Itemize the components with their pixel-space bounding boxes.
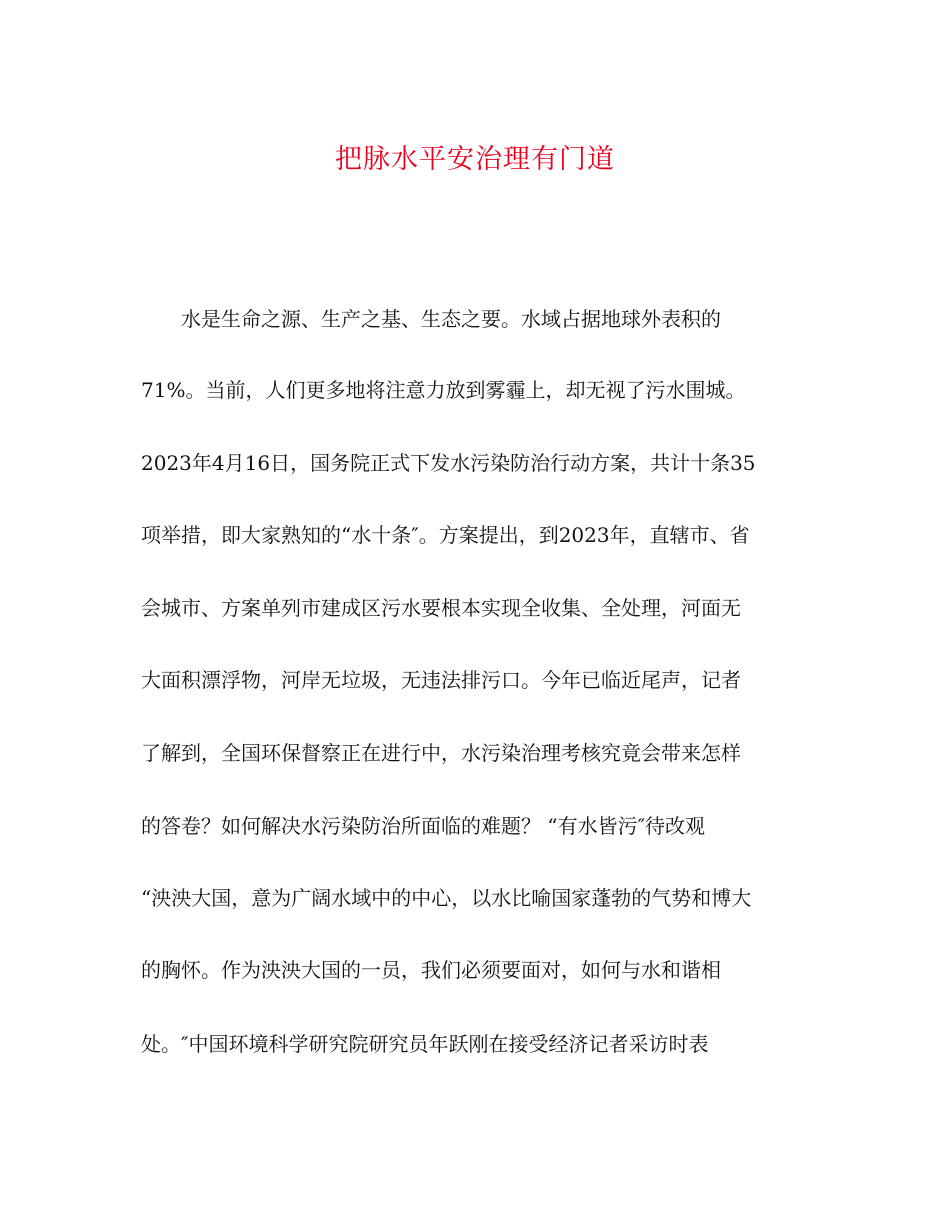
paragraph-line: 处。″中国环境科学研究院研究员年跃刚在接受经济记者采访时表: [141, 1032, 709, 1056]
paragraph-line: 项举措，即大家熟知的“水十条″。方案提出，到2023年，直辖市、省: [141, 523, 750, 547]
paragraph-line: “泱泱大国，意为广阔水域中的中心，以水比喻国家蓬勃的气势和博大: [141, 886, 752, 910]
paragraph-line: 的胸怀。作为泱泱大国的一员，我们必须要面对，如何与水和谐相: [141, 958, 721, 982]
paragraph-line: 水是生命之源、生产之基、生态之要。水域占据地球外表积的: [181, 307, 721, 331]
paragraph-line: 了解到，全国环保督察正在进行中，水污染治理考核究竟会带来怎样: [141, 741, 741, 765]
document-title: 把脉水平安治理有门道: [335, 144, 615, 175]
paragraph-line: 大面积漂浮物，河岸无垃圾，无违法排污口。今年已临近尾声，记者: [141, 668, 741, 692]
paragraph-line: 2023年4月16日，国务院正式下发水污染防治行动方案，共计十条35: [141, 451, 756, 475]
paragraph-line: 的答卷？如何解决水污染防治所面临的难题？ “有水皆污″待改观: [141, 814, 706, 838]
paragraph-line: 71%。当前，人们更多地将注意力放到雾霾上，却无视了污水围城。: [141, 378, 746, 402]
paragraph-line: 会城市、方案单列市建成区污水要根本实现全收集、全处理，河面无: [141, 596, 741, 620]
